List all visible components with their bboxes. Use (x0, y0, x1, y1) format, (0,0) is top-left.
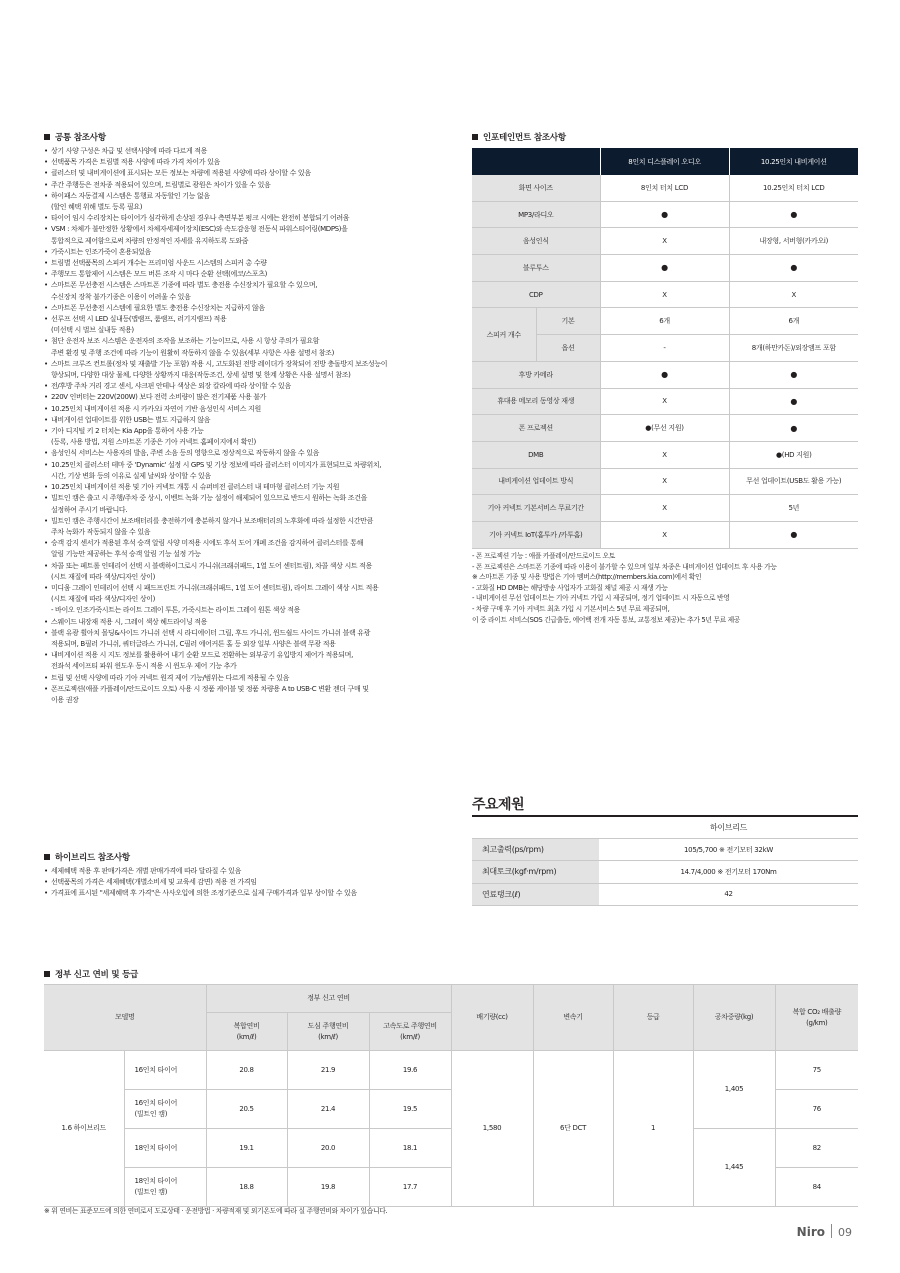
common-note-item: • 폰프로젝션(애플 카플레이/안드로이드 오토) 사용 시 정품 케이블 및 정품 차량용 A to USB-C 변환 젠더 구매 및 이용 권장 (44, 684, 464, 706)
common-note-item: • 스마트폰 무선충전 시스템에 필요한 별도 충전용 수신장치는 지급하지 않음 (44, 303, 464, 314)
hybrid-note-item: • 선택품목의 가격은 세제혜택(개별소비세 및 교육세 감면) 적용 전 가격임 (44, 877, 464, 888)
common-note-item: • 빌트인 캠은 출고 시 주행/주차 중 상시, 이벤트 녹화 기능 설정이 해제되어 있으므로 반드시 원하는 녹화 조건을 설정하여 주시기 바랍니다. (44, 493, 464, 515)
common-note-item: • 스웨이드 내장재 적용 시, 그레이 색상 헤드라이닝 적용 (44, 617, 464, 628)
infotainment-audio-value: X (600, 441, 729, 468)
fuel-curb-weight: 1,445 (693, 1129, 775, 1207)
fuel-header-weight: 공차중량(kg) (693, 985, 775, 1051)
infotainment-audio-value: X (600, 495, 729, 522)
fuel-tire-option: 18인치 타이어 (빌트인 캠) (124, 1168, 206, 1207)
infotainment-row (472, 175, 858, 201)
infotainment-row (472, 281, 858, 308)
fuel-header-combined: 복합연비 (km/ℓ) (206, 1013, 287, 1051)
infotainment-audio-value: X (600, 468, 729, 495)
fuel-city-value: 20.0 (287, 1129, 369, 1168)
fuel-row (44, 1051, 858, 1090)
infotainment-row (472, 495, 858, 522)
fuel-transmission: 6단 DCT (533, 1051, 613, 1207)
common-note-item: • 내비게이션 업데이트를 위한 USB는 별도 지급하지 않음 (44, 415, 464, 426)
infotainment-row-label: 화면 사이즈 (472, 175, 600, 201)
infotainment-row-label: 블루투스 (472, 255, 600, 282)
specs-title: 주요제원 (472, 797, 525, 813)
fuel-combined-value: 19.1 (206, 1129, 287, 1168)
common-note-item: • 가죽시트는 인조가죽이 혼용되었음 (44, 247, 464, 258)
infotainment-row-label: 휴대용 메모리 동영상 재생 (472, 388, 600, 415)
infotainment-row (472, 228, 858, 255)
fuel-row (44, 1129, 858, 1168)
footer-separator (831, 1224, 832, 1238)
speaker-basic-navigation: 6개 (729, 308, 858, 335)
common-note-item: • 블랙 유광 휠아치 몰딩&사이드 가니쉬 선택 시 라디에이터 그릴, 후드 가니쉬, 윈드쉴드 사이드 가니쉬 블랙 유광 적용되며, B필러 가니쉬, 쿼터글라스 가니쉬, C필러 에어커튼 홀 등 외장 일부 사양은 블랙 무광 적용 (44, 628, 464, 650)
fuel-co2-value: 76 (775, 1090, 858, 1129)
hybrid-notes-title: 하이브리드 참조사항 (44, 851, 130, 863)
infotainment-row (472, 255, 858, 282)
infotainment-note: - 차량 구매 후 기아 커넥트 최초 가입 시 기본서비스 5년 무료 제공되며, 이 중 라이트 서비스(SOS 긴급출동, 에어백 전개 자동 통보, 교통정보 제공)는 추가 5년 무료 제공 (472, 604, 741, 624)
speaker-count-label: 스피커 개수 (472, 308, 536, 361)
fuel-tire-option: 18인치 타이어 (124, 1129, 206, 1168)
infotainment-navigation-value: ● (729, 201, 858, 228)
hybrid-notes-list (44, 866, 464, 900)
infotainment-row (472, 521, 858, 548)
common-notes-list (44, 146, 464, 706)
page-footer (797, 1224, 852, 1239)
spec-row (472, 883, 858, 905)
infotainment-note: - 폰 프로젝션은 스마트폰 기종에 따라 이용이 불가할 수 있으며 일부 차종은 내비게이션 업데이트 후 사용 가능 ※ 스마트폰 기종 및 사용 방법은 기아 멤버스(http://members.kia.com)에서 확인 (472, 562, 777, 582)
common-note-item: • 내비게이션 적용 시 지도 정보를 활용하여 내기 순환 모드로 전환하는 외부공기 유입방지 제어가 적용되며, 전좌석 세이프티 파워 윈도우 동시 적용 시 윈도우 제어 기능 추가 (44, 650, 464, 672)
infotainment-audio-value: X (600, 388, 729, 415)
common-note-item: • 전/후방 주차 거리 경고 센서, 샤크핀 안테나 색상은 외장 칼라에 따라 상이할 수 있음 (44, 381, 464, 392)
fuel-header-city: 도심 주행연비 (km/ℓ) (287, 1013, 369, 1051)
spec-row-label: 최대토크(kgf·m/rpm) (472, 861, 599, 883)
fuel-highway-value: 19.6 (369, 1051, 451, 1090)
fuel-city-value: 21.9 (287, 1051, 369, 1090)
fuel-city-value: 19.8 (287, 1168, 369, 1207)
common-note-item: • 클러스터 및 내비게이션에 표시되는 모든 정보는 차량에 적용된 사양에 따라 상이할 수 있음 (44, 168, 464, 179)
infotainment-row-label: MP3/라디오 (472, 201, 600, 228)
spec-row (472, 861, 858, 883)
infotainment-note: - 내비게이션 무선 업데이트는 기아 커넥트 가입 시 제공되며, 정기 업데이트 시 자동으로 반영 (472, 594, 730, 603)
brand-name: Niro (796, 1225, 825, 1239)
common-note-item: • 주간 주행등은 전차종 적용되어 있으며, 트림별로 광원은 차이가 있을 수 있음 (44, 180, 464, 191)
fuel-co2-value: 75 (775, 1051, 858, 1090)
fuel-displacement: 1,580 (451, 1051, 533, 1207)
common-note-item: • 승객 감지 센서가 적용된 후석 승객 알림 사양 미적용 시에도 후석 도어 개폐 조건을 감지하여 클러스터를 통해 알림 기능만 제공하는 후석 승객 알림 기능 설정 가능 (44, 538, 464, 560)
infotainment-navigation-value: ● (729, 361, 858, 388)
common-note-item: • 첨단 운전자 보조 시스템은 운전자의 조작을 보조하는 기능이므로, 사용 시 항상 주의가 필요함 주변 환경 및 주행 조건에 따라 기능이 원활히 작동하지 않을 수 있음(세부 사항은 사용 설명서 참조) (44, 336, 464, 358)
infotainment-row (472, 388, 858, 415)
infotainment-note: - 폰 프로젝션 기능 : 애플 카플레이/안드로이드 오토 (472, 552, 615, 560)
fuel-highway-value: 17.7 (369, 1168, 451, 1207)
fuel-co2-value: 82 (775, 1129, 858, 1168)
infotainment-navigation-value: ● (729, 388, 858, 415)
common-note-item: • 타이어 임시 수리장치는 타이어가 심각하게 손상된 경우나 측면부분 펑크 시에는 완전히 봉합되기 어려움 (44, 213, 464, 224)
infotainment-navigation-value: 10.25인치 터치 LCD (729, 175, 858, 201)
common-note-item: • 10.25인치 내비게이션 적용 시 카카오i 자연어 기반 음성인식 서비스 지원 (44, 404, 464, 415)
specs-table (472, 817, 858, 906)
spec-row-label: 연료탱크(ℓ) (472, 883, 599, 905)
common-note-item: • 스마트폰 무선충전 시스템은 스마트폰 기종에 따라 별도 충전용 수신장치가 필요할 수 있으며, 수신장치 장착 불가기종은 이용이 어려울 수 있음 (44, 280, 464, 302)
fuel-co2-value: 84 (775, 1168, 858, 1207)
infotainment-row (472, 441, 858, 468)
infotainment-navigation-value: ●(HD 지원) (729, 441, 858, 468)
fuel-header-transmission: 변속기 (533, 985, 613, 1051)
infotainment-navigation-value: ● (729, 415, 858, 442)
fuel-highway-value: 19.5 (369, 1090, 451, 1129)
hybrid-note-item: • 세제혜택 적용 후 판매가격은 개별 판매가격에 따라 달라질 수 있음 (44, 866, 464, 877)
infotainment-table (472, 148, 858, 549)
common-note-item: • 트림별 선택품목의 스피커 개수는 프리미엄 사운드 시스템의 스피커 총 수량 (44, 258, 464, 269)
infotainment-row-label: 내비게이션 업데이트 방식 (472, 468, 600, 495)
common-note-item: • 10.25인치 내비게이션 적용 및 기아 커넥트 개통 시 슈퍼비전 클러스터 내 테마형 클러스터 기능 지원 (44, 482, 464, 493)
fuel-economy-table (44, 984, 858, 1207)
fuel-curb-weight: 1,405 (693, 1051, 775, 1129)
spec-row-value: 105/5,700 ※ 전기모터 32kW (599, 839, 858, 861)
common-note-item: • 음성인식 서비스는 사용자의 발음, 주변 소음 등의 영향으로 정상적으로 작동하지 않을 수 있음 (44, 448, 464, 459)
infotainment-row (472, 201, 858, 228)
infotainment-corner-cell (472, 148, 600, 175)
speaker-option-navigation: 8개(하만카돈)/외장앰프 포함 (729, 335, 858, 362)
common-note-item: • 주행모드 통합제어 시스템은 모드 버튼 조작 시 마다 순환 선택(에코/스포츠) (44, 269, 464, 280)
common-note-item: • 선택품목 가격은 트림별 적용 사양에 따라 가격 차이가 있음 (44, 157, 464, 168)
fuel-header-grade: 등급 (613, 985, 693, 1051)
spec-row-label: 최고출력(ps/rpm) (472, 839, 599, 861)
infotainment-navigation-value: 무선 업데이트(USB도 활용 가능) (729, 468, 858, 495)
common-note-item: • 미디움 그레이 인테리어 선택 시 패드프린트 가니쉬(크래쉬패드, 1열 도어 센터트림), 라이트 그레이 색상 시트 적용 (시트 재질에 따라 색상/디자인 상이) - 바이오 인조가죽시트는 라이트 그레이 투톤, 가죽시트는 라이트 그레이 원톤 색상 적용 (44, 583, 464, 617)
infotainment-audio-value: ● (600, 201, 729, 228)
infotainment-row-label: 후방 카메라 (472, 361, 600, 388)
fuel-header-co2: 복합 CO₂ 배출량 (g/km) (775, 985, 858, 1051)
infotainment-audio-value: X (600, 521, 729, 548)
common-note-item: • 스마트 크루즈 컨트롤(정차 및 재출발 기능 포함) 작용 시, 고도화된 전방 레이더가 장착되어 전방 충돌방지 보조성능이 향상되며, 다양한 대상 물체, 다양한 상황까지 대응(작동조건, 상세 설명 및 한계 상황은 사용 설명서 참조) (44, 359, 464, 381)
speaker-option-label: 옵션 (536, 335, 600, 362)
infotainment-row-label: 폰 프로젝션 (472, 415, 600, 442)
spec-row-value: 42 (599, 883, 858, 905)
fuel-header-highway: 고속도로 주행연비 (km/ℓ) (369, 1013, 451, 1051)
infotainment-row-label: DMB (472, 441, 600, 468)
fuel-header-model: 모델명 (44, 985, 206, 1051)
col-header-navigation: 10.25인치 내비게이션 (729, 148, 858, 175)
speaker-basic-label: 기본 (536, 308, 600, 335)
fuel-footnote: ※ 위 연비는 표준모드에 의한 연비로서 도로상태 · 운전방법 · 차량적재 및 외기온도에 따라 실 주행연비와 차이가 있습니다. (44, 1207, 388, 1215)
infotainment-row-label: 기아 커넥트 기본서비스 무료기간 (472, 495, 600, 522)
common-note-item: • 차콜 또는 페트롤 인테리어 선택 시 블랙하이그로시 가니쉬(크래쉬패드, 1열 도어 센터트림), 차콜 색상 시트 적용 (시트 재질에 따라 색상/디자인 상이) (44, 561, 464, 583)
spec-row-value: 14.7/4,000 ※ 전기모터 170Nm (599, 861, 858, 883)
common-note-item: • 10.25인치 클러스터 테마 중 'Dynamic' 설정 시 GPS 및 기상 정보에 따라 클러스터 이미지가 표현되므로 차량위치, 시간, 기상 변화 등의 이유로 실제 날씨와 상이할 수 있음 (44, 460, 464, 482)
common-note-item: • 선루프 선택 시 LED 실내등(맵램프, 룸램프, 러기지램프) 적용 (미선택 시 벌브 실내등 적용) (44, 314, 464, 336)
specs-corner-cell (472, 817, 599, 839)
infotainment-audio-value: ● (600, 361, 729, 388)
fuel-model-name: 1.6 하이브리드 (44, 1051, 124, 1207)
infotainment-audio-value: X (600, 228, 729, 255)
fuel-combined-value: 20.5 (206, 1090, 287, 1129)
spec-row (472, 839, 858, 861)
infotainment-row (472, 361, 858, 388)
page-number: 09 (838, 1226, 852, 1239)
common-note-item: • 상기 사양 구성은 차급 및 선택사양에 따라 다르게 적용 (44, 146, 464, 157)
infotainment-audio-value: X (600, 281, 729, 308)
common-note-item: • 트립 및 선택 사양에 따라 기아 커넥트 원격 제어 기능/범위는 다르게 적용될 수 있음 (44, 673, 464, 684)
infotainment-navigation-value: 내장형, 서버형(카카오i) (729, 228, 858, 255)
fuel-header-gov: 정부 신고 연비 (206, 985, 451, 1013)
infotainment-title: 인포테인먼트 참조사항 (472, 131, 566, 143)
common-note-item: • 하이패스 자동결제 시스템은 통행료 자동할인 기능 없음 (할인 혜택 위해 별도 등록 필요) (44, 191, 464, 213)
fuel-title: 정부 신고 연비 및 등급 (44, 968, 138, 980)
fuel-city-value: 21.4 (287, 1090, 369, 1129)
common-note-item: • 220V 인버터는 220V(200W) 보다 전력 소비량이 많은 전기제품 사용 불가 (44, 392, 464, 403)
infotainment-audio-value: ● (600, 255, 729, 282)
fuel-grade: 1 (613, 1051, 693, 1207)
infotainment-audio-value: 8인치 터치 LCD (600, 175, 729, 201)
fuel-combined-value: 18.8 (206, 1168, 287, 1207)
fuel-tire-option: 16인치 타이어 (빌트인 캠) (124, 1090, 206, 1129)
infotainment-row-label: 기아 커넥트 IoT(홈투카 /카투홈) (472, 521, 600, 548)
hybrid-note-item: • 가격표에 표시된 "세제혜택 후 가격"은 사사오입에 의한 조정기준으로 실제 구매가격과 일부 상이할 수 있음 (44, 888, 464, 899)
fuel-highway-value: 18.1 (369, 1129, 451, 1168)
infotainment-row-label: CDP (472, 281, 600, 308)
infotainment-navigation-value: ● (729, 255, 858, 282)
specs-header-hybrid: 하이브리드 (599, 817, 858, 839)
common-notes-title: 공통 참조사항 (44, 131, 106, 143)
infotainment-row (472, 468, 858, 495)
fuel-combined-value: 20.8 (206, 1051, 287, 1090)
speaker-option-audio: - (600, 335, 729, 362)
infotainment-navigation-value: X (729, 281, 858, 308)
fuel-tire-option: 16인치 타이어 (124, 1051, 206, 1090)
infotainment-row-label: 음성인식 (472, 228, 600, 255)
col-header-audio: 8인치 디스플레이 오디오 (600, 148, 729, 175)
infotainment-notes (472, 551, 872, 625)
infotainment-navigation-value: 5년 (729, 495, 858, 522)
common-note-item: • 빌트인 캠은 주행시간이 보조배터리를 충전하기에 충분하지 않거나 보조배터리의 노후화에 따라 설정한 시간만큼 주차 녹화가 작동되지 않을 수 있음 (44, 516, 464, 538)
common-note-item: • 기아 디지털 키 2 터치는 Kia App을 통하여 사용 가능 (등록, 사용 방법, 지원 스마트폰 기종은 기아 커넥트 홈페이지에서 확인) (44, 426, 464, 448)
infotainment-note: - 고화질 HD DMB는 해당방송 사업자가 고화질 채널 제공 시 재생 가능 (472, 583, 668, 592)
infotainment-row (472, 415, 858, 442)
infotainment-audio-value: ●(무선 지원) (600, 415, 729, 442)
infotainment-navigation-value: ● (729, 521, 858, 548)
common-note-item: • VSM : 차체가 불안정한 상황에서 차체자세제어장치(ESC)와 속도감응형 전동식 파워스티어링(MDPS)을 통합적으로 제어함으로써 차량의 안정적인 자세를 유지하도록 도와줌 (44, 224, 464, 246)
speaker-basic-audio: 6개 (600, 308, 729, 335)
fuel-header-displacement: 배기량(cc) (451, 985, 533, 1051)
